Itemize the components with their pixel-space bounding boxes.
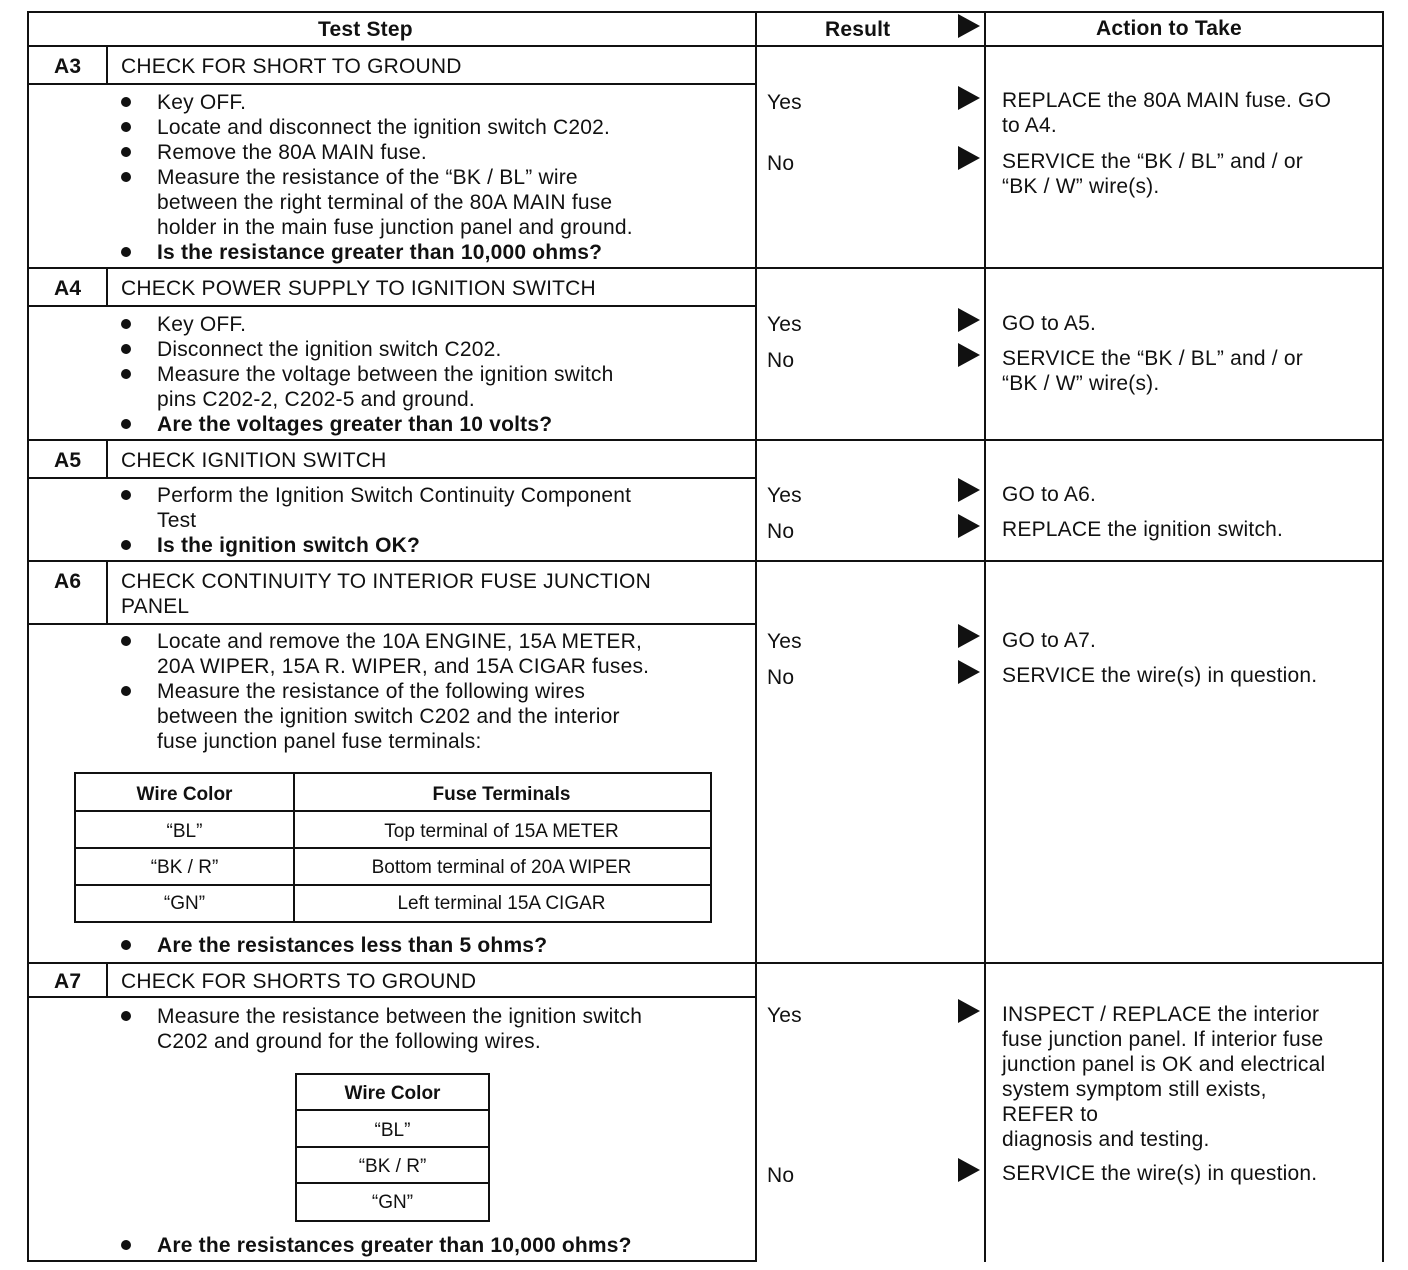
step-instruction: Disconnect the ignition switch C202. xyxy=(157,338,502,361)
arrow-icon xyxy=(958,343,980,367)
bullet-icon xyxy=(121,344,131,354)
table-border-right xyxy=(1382,11,1384,1262)
step-id: A6 xyxy=(54,570,82,593)
title-rule-a3 xyxy=(27,83,757,85)
header-test-step: Test Step xyxy=(318,18,413,41)
table-row-divider xyxy=(295,1182,488,1184)
step-id: A7 xyxy=(54,970,82,993)
result-no: No xyxy=(767,666,795,689)
table-cell: Left terminal 15A CIGAR xyxy=(397,893,606,914)
result-no: No xyxy=(767,1164,795,1187)
step-instruction: Measure the voltage between the ignition switch xyxy=(157,363,614,386)
table-cell: Top terminal of 15A METER xyxy=(384,821,619,842)
step-instruction: Locate and disconnect the ignition switch C202. xyxy=(157,116,611,139)
action-text: REFER to xyxy=(1002,1103,1099,1126)
header-arrow-icon xyxy=(958,14,980,38)
bullet-icon xyxy=(121,686,131,696)
step-instruction: between the ignition switch C202 and the interior xyxy=(157,705,620,728)
table-cell: Bottom terminal of 20A WIPER xyxy=(371,857,632,878)
header-rule xyxy=(27,45,1384,47)
bullet-icon xyxy=(121,97,131,107)
step-instruction: between the right terminal of the 80A MAIN fuse xyxy=(157,191,613,214)
action-text: junction panel is OK and electrical xyxy=(1002,1053,1326,1076)
action-text: SERVICE the “BK / BL” and / or xyxy=(1002,347,1303,370)
action-text: REPLACE the 80A MAIN fuse. GO xyxy=(1002,89,1332,112)
table-row-divider xyxy=(295,1109,488,1111)
bullet-icon xyxy=(121,1240,131,1250)
table-row-divider xyxy=(295,1146,488,1148)
section-rule-a7 xyxy=(27,962,1384,964)
action-text: fuse junction panel. If interior fuse xyxy=(1002,1028,1324,1051)
step-id: A5 xyxy=(54,449,82,472)
step-instruction: fuse junction panel fuse terminals: xyxy=(157,730,482,753)
title-rule-a4 xyxy=(27,305,757,307)
table-cell: “BK / R” xyxy=(150,857,219,878)
arrow-icon xyxy=(958,999,980,1023)
step-instruction: Measure the resistance of the “BK / BL” wire xyxy=(157,166,578,189)
section-rule-a6 xyxy=(27,560,1384,562)
bullet-icon xyxy=(121,940,131,950)
action-text: GO to A7. xyxy=(1002,629,1097,652)
action-text: to A4. xyxy=(1002,114,1057,137)
bullet-icon xyxy=(121,540,131,550)
bullet-icon xyxy=(121,419,131,429)
result-yes: Yes xyxy=(767,630,802,653)
step-instruction: Locate and remove the 10A ENGINE, 15A METER, xyxy=(157,630,643,653)
bullet-icon xyxy=(121,490,131,500)
action-text: SERVICE the “BK / BL” and / or xyxy=(1002,150,1303,173)
bullet-icon xyxy=(121,636,131,646)
bullet-icon xyxy=(121,369,131,379)
step-question: Is the resistance greater than 10,000 ohms? xyxy=(157,241,603,264)
header-action: Action to Take xyxy=(1096,17,1242,40)
action-text: GO to A5. xyxy=(1002,312,1097,335)
table-header-wire-color: Wire Color xyxy=(136,784,233,805)
table-cell: “GN” xyxy=(371,1192,414,1213)
table-cell: “GN” xyxy=(163,893,206,914)
title-rule-a5 xyxy=(27,477,757,479)
title-rule-a6 xyxy=(27,623,757,625)
step-instruction: Measure the resistance between the ignition switch xyxy=(157,1005,643,1028)
column-divider-action xyxy=(984,11,986,1262)
table-row-divider xyxy=(74,847,710,849)
step-instruction: 20A WIPER, 15A R. WIPER, and 15A CIGAR fuses. xyxy=(157,655,650,678)
step-instruction: Key OFF. xyxy=(157,91,247,114)
step-title: CHECK CONTINUITY TO INTERIOR FUSE JUNCTION xyxy=(121,570,651,593)
step-instruction: Perform the Ignition Switch Continuity Component xyxy=(157,484,632,507)
bullet-icon xyxy=(121,122,131,132)
step-instruction: Key OFF. xyxy=(157,313,247,336)
step-instruction: Remove the 80A MAIN fuse. xyxy=(157,141,427,164)
table-cell: “BL” xyxy=(374,1120,411,1141)
table-row-divider xyxy=(74,884,710,886)
result-yes: Yes xyxy=(767,91,802,114)
title-rule-a7 xyxy=(27,996,757,998)
step-title: PANEL xyxy=(121,595,190,618)
step-question: Is the ignition switch OK? xyxy=(157,534,421,557)
header-result: Result xyxy=(825,18,891,41)
id-divider-a3 xyxy=(106,45,108,85)
result-no: No xyxy=(767,152,795,175)
id-divider-a5 xyxy=(106,439,108,479)
arrow-icon xyxy=(958,1158,980,1182)
result-yes: Yes xyxy=(767,313,802,336)
step-question: Are the resistances less than 5 ohms? xyxy=(157,934,548,957)
action-text: GO to A6. xyxy=(1002,483,1097,506)
id-divider-a6 xyxy=(106,560,108,625)
result-no: No xyxy=(767,520,795,543)
bullet-icon xyxy=(121,172,131,182)
arrow-icon xyxy=(958,660,980,684)
action-text: INSPECT / REPLACE the interior xyxy=(1002,1003,1320,1026)
bullet-icon xyxy=(121,319,131,329)
step-title: CHECK IGNITION SWITCH xyxy=(121,449,387,472)
action-text: “BK / W” wire(s). xyxy=(1002,175,1160,198)
table-border-top xyxy=(27,11,1384,13)
column-divider-result xyxy=(755,11,757,1262)
result-no: No xyxy=(767,349,795,372)
action-text: diagnosis and testing. xyxy=(1002,1128,1210,1151)
section-rule-a5 xyxy=(27,439,1384,441)
arrow-icon xyxy=(958,624,980,648)
bullet-icon xyxy=(121,247,131,257)
step-instruction: Measure the resistance of the following wires xyxy=(157,680,586,703)
action-text: REPLACE the ignition switch. xyxy=(1002,518,1284,541)
table-cell: “BL” xyxy=(166,821,203,842)
table-header-wire-color: Wire Color xyxy=(344,1083,441,1104)
step-instruction: holder in the main fuse junction panel and ground. xyxy=(157,216,633,239)
result-yes: Yes xyxy=(767,1004,802,1027)
id-divider-a4 xyxy=(106,267,108,307)
id-divider-a7 xyxy=(106,962,108,998)
step-title: CHECK FOR SHORT TO GROUND xyxy=(121,55,462,78)
action-text: system symptom still exists, xyxy=(1002,1078,1267,1101)
arrow-icon xyxy=(958,308,980,332)
arrow-icon xyxy=(958,514,980,538)
bullet-icon xyxy=(121,147,131,157)
step-instruction: C202 and ground for the following wires. xyxy=(157,1030,541,1053)
table-cell: “BK / R” xyxy=(358,1156,427,1177)
step-title: CHECK FOR SHORTS TO GROUND xyxy=(121,970,477,993)
step-id: A3 xyxy=(54,55,82,78)
section-rule-a4 xyxy=(27,267,1384,269)
table-border-left xyxy=(27,11,29,1262)
action-text: SERVICE the wire(s) in question. xyxy=(1002,664,1318,687)
table-row-divider xyxy=(74,810,710,812)
step-question: Are the resistances greater than 10,000 ohms? xyxy=(157,1234,632,1257)
arrow-icon xyxy=(958,146,980,170)
arrow-icon xyxy=(958,86,980,110)
step-title: CHECK POWER SUPPLY TO IGNITION SWITCH xyxy=(121,277,596,300)
step-instruction: Test xyxy=(157,509,197,532)
bullet-icon xyxy=(121,1011,131,1021)
action-text: “BK / W” wire(s). xyxy=(1002,372,1160,395)
result-yes: Yes xyxy=(767,484,802,507)
arrow-icon xyxy=(958,478,980,502)
table-header-fuse-terminals: Fuse Terminals xyxy=(432,784,571,805)
action-text: SERVICE the wire(s) in question. xyxy=(1002,1162,1318,1185)
step-id: A4 xyxy=(54,277,82,300)
step-question: Are the voltages greater than 10 volts? xyxy=(157,413,553,436)
table-border-bottom xyxy=(27,1260,757,1262)
step-instruction: pins C202-2, C202-5 and ground. xyxy=(157,388,475,411)
